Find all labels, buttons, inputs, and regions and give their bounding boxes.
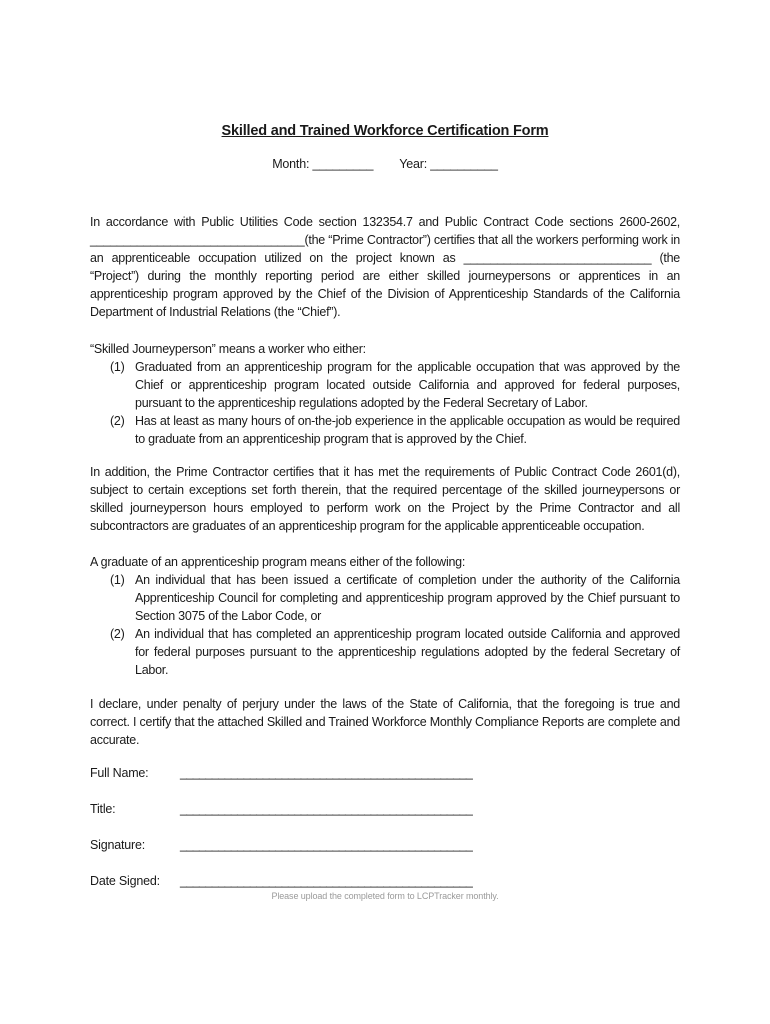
list-item [110,412,680,448]
month-year-row [0,157,770,171]
certification-paragraph [90,213,680,321]
graduate-list [90,571,680,679]
list-number: (1) [110,573,125,587]
list-number: (1) [110,360,125,374]
declaration-paragraph [90,695,680,749]
list-number: (2) [110,414,125,428]
graduate-definition [90,553,680,679]
list-item [110,358,680,412]
declaration-text: I declare, under penalty of perjury under the laws of the State of California, that the foregoing is true and correct. I certify that the attached Skilled and Trained Workforce Monthly Compliance Reports are complete and accurate. [90,697,680,747]
list-item-text: An individual that has completed an apprenticeship program located outside California and approved for federal purposes pursuant to the apprenticeship regulations adopted by the federal Secretary of Labor. [135,627,680,677]
title-input[interactable]: ______________________________________________ [180,802,473,816]
certification-text: In accordance with Public Utilities Code section 132354.7 and Public Contract Code sections 2600-2602, ________________________________(the “Prime Contractor”) certifies that all the workers performing work in an apprenticeable occupation utilized on the project known as ____________________________ (the “Project”) during the monthly reporting period are either skilled journeypersons or apprentices in an apprenticeship program approved by the Chief of the Division of Apprenticeship Standards of the California Department of Industrial Relations (the “Chief”). [90,215,680,319]
upload-footnote: Please upload the completed form to LCPTracker monthly. [271,891,499,901]
title-label: Title: [90,802,116,816]
journeyperson-definition [90,340,680,448]
list-item [110,625,680,679]
date-signed-label: Date Signed: [90,874,160,888]
list-number: (2) [110,627,125,641]
form-title: Skilled and Trained Workforce Certification Form [221,123,549,139]
signature-row [90,838,530,874]
full-name-label: Full Name: [90,766,149,780]
list-item-text: Has at least as many hours of on-the-job experience in the applicable occupation as would be required to graduate from an apprenticeship program that is approved by the Chief. [135,414,680,446]
journeyperson-intro: “Skilled Journeyperson” means a worker who either: [90,342,366,356]
signature-label: Signature: [90,838,145,852]
date-signed-input[interactable]: ______________________________________________ [180,874,473,888]
graduate-intro: A graduate of an apprenticeship program means either of the following: [90,555,466,569]
list-item [110,571,680,625]
year-field[interactable]: Year: __________ [399,157,498,171]
list-item-text: Graduated from an apprenticeship program for the applicable occupation that was approved by the Chief or apprenticeship program located outside California and approved for federal purposes, pursuant to the apprenticeship regulations adopted by the Federal Secretary of Labor. [135,360,680,410]
signature-block [90,766,530,910]
full-name-input[interactable]: ______________________________________________ [180,766,473,780]
requirements-paragraph [90,463,680,535]
title-row [90,802,530,838]
journeyperson-list [90,358,680,448]
list-item-text: An individual that has been issued a certificate of completion under the authority of the California Apprenticeship Council for completing and apprenticeship program approved by the Chief pursuant to Section 3075 of the Labor Code, or [135,573,680,623]
signature-input[interactable]: ______________________________________________ [180,838,473,852]
month-field[interactable]: Month: _________ [272,157,374,171]
full-name-row [90,766,530,802]
requirements-text: In addition, the Prime Contractor certifies that it has met the requirements of Public Contract Code 2601(d), subject to certain exceptions set forth therein, that the required percentage of the skilled journeypersons or skilled journeyperson hours employed to perform work on the Project by the Prime Contractor and all subcontractors are graduates of an apprenticeship program for the applicable apprenticeable occupation. [90,465,680,533]
